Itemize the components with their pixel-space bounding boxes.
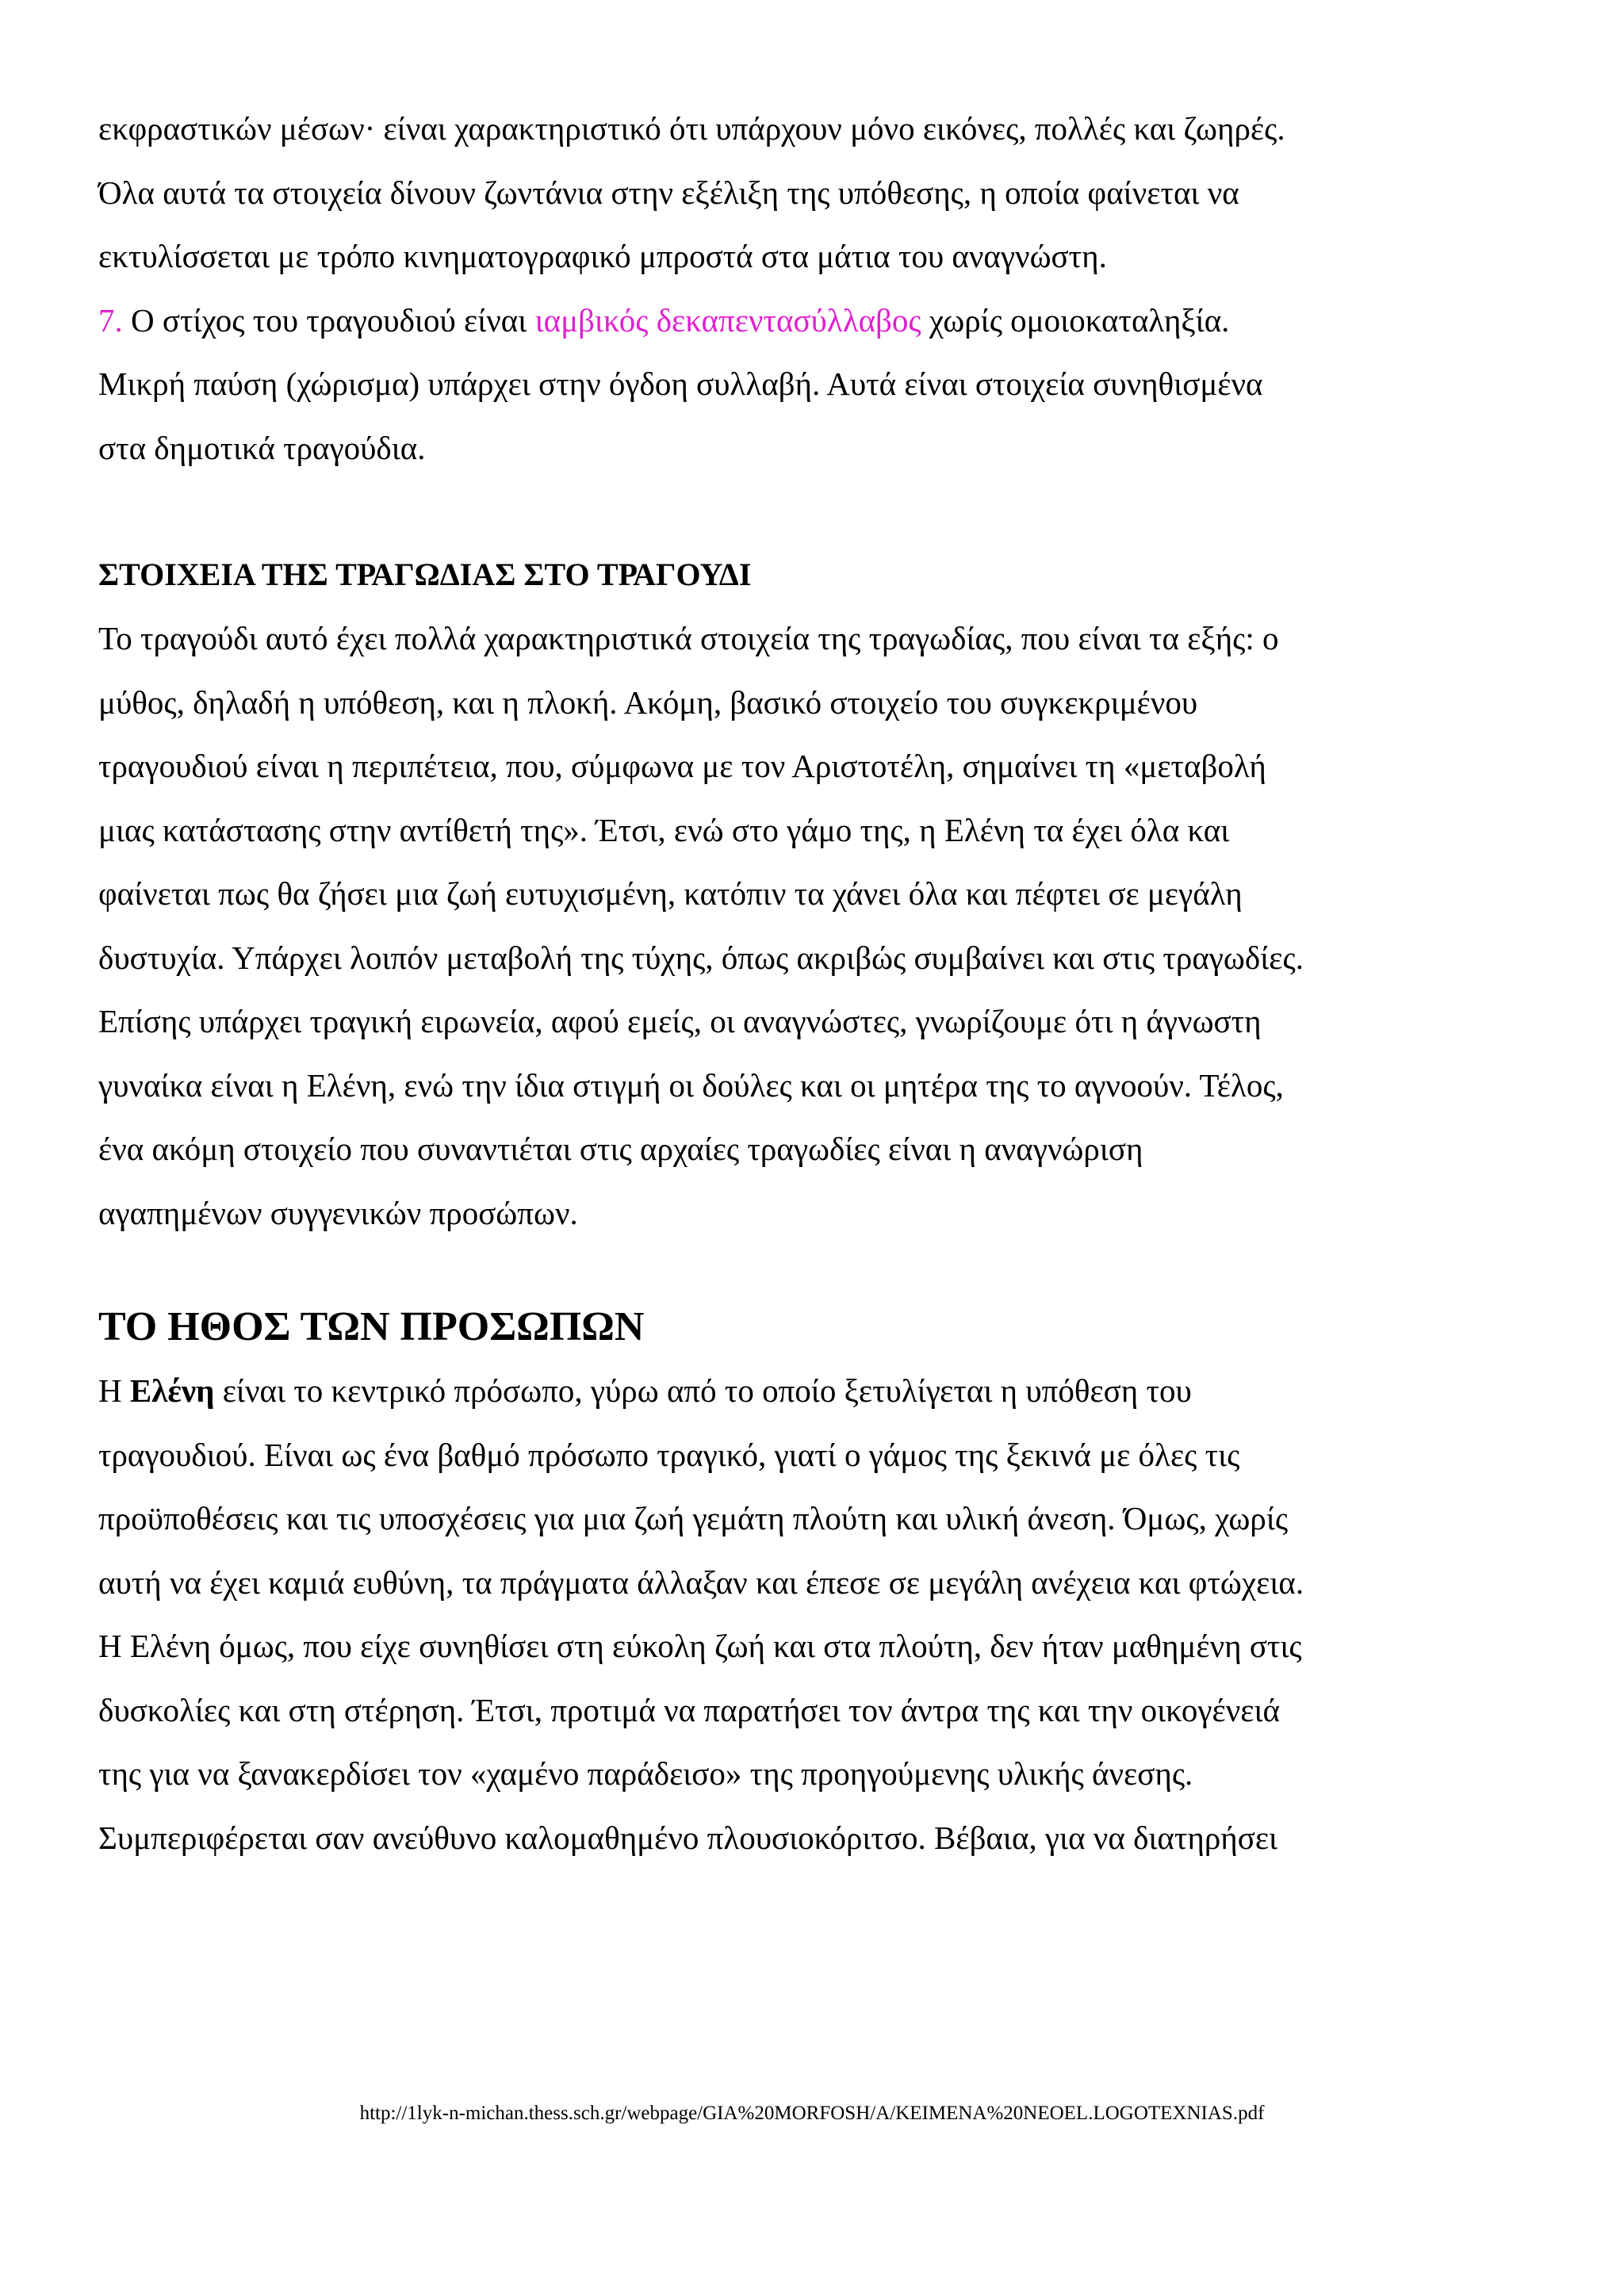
text-line: αγαπημένων συγγενικών προσώπων. [98,1194,578,1231]
text-line: Η Ελένη όμως, που είχε συνηθίσει στη εύκολη ζωή και στα πλούτη, δεν ήταν μαθημένη στις [98,1628,1302,1664]
text-line: αυτή να έχει καμιά ευθύνη, τα πράγματα άλλαξαν και έπεσε σε μεγάλη ανέχεια και φτώχεια. [98,1563,1304,1601]
text-line: ένα ακόμη στοιχείο που συναντιέται στις αρχαίες τραγωδίες είναι η αναγνώριση [98,1131,1143,1167]
section-heading: ΣΤΟΙΧΕΙΑ ΤΗΣ ΤΡΑΓΩΔΙΑΣ ΣΤΟ ΤΡΑΓΟΥΔΙ [98,557,752,592]
text-line: προϋποθέσεις και τις υποσχέσεις για μια ζωή γεμάτη πλούτη και υλική άνεση. Όμως, χωρίς [98,1500,1289,1536]
spacer [98,480,1535,543]
section-body [98,607,1535,1245]
text-line: εκφραστικών μέσων· είναι χαρακτηριστικό ότι υπάρχουν μόνο εικόνες, πολλές και ζωηρές. [98,110,1285,147]
text-line: μύθος, δηλαδή η υπόθεση, και η πλοκή. Ακόμη, βασικό στοιχείο του συγκεκριμένου [98,683,1198,721]
page-content [98,97,1535,1869]
section-heading: ΤΟ ΗΘΟΣ ΤΩΝ ΠΡΟΣΩΠΩΝ [98,1304,645,1349]
highlighted-term: ιαμβικός δεκαπεντασύλλαβος [534,301,921,339]
section-characters [98,1295,1535,1869]
spacer [98,1245,1535,1295]
text-line: στα δημοτικά τραγούδια. [98,429,426,466]
text-line: της για να ξανακερδίσει τον «χαμένο παράδεισο» της προηγούμενης υλικής άνεσης. [98,1755,1193,1792]
text-line: Το τραγούδι αυτό έχει πολλά χαρακτηριστικά στοιχεία της τραγωδίας, που είναι τα εξής: ο [98,620,1279,656]
text-line: Όλα αυτά τα στοιχεία δίνουν ζωντάνια στην εξέλιξη της υπόθεσης, η οποία φαίνεται να [98,174,1239,211]
text-line: γυναίκα είναι η Ελένη, ενώ την ίδια στιγμή οι δούλες και οι μητέρα της το αγνοούν. Τέλος, [98,1066,1284,1104]
item-number: 7. [98,301,123,339]
item-text: χωρίς ομοιοκαταληξία. [921,301,1230,339]
text-line: δυστυχία. Υπάρχει λοιπόν μεταβολή της τύχης, όπως ακριβώς συμβαίνει και στις τραγωδίες. [98,939,1304,976]
section-intro [98,97,1535,480]
text-span: είναι το κεντρικό πρόσωπο, γύρω από το οποίο ξετυλίγεται η υπόθεση του [214,1372,1192,1409]
text-line: τραγουδιού. Είναι ως ένα βαθμό πρόσωπο τραγικό, γιατί ο γάμος της ξεκινά με όλες τις [98,1436,1240,1473]
section-body [98,1423,1535,1870]
footer-source-url: http://1lyk-n-michan.thess.sch.gr/webpage/GIA%20MORFOSH/A/KEIMENA%20NEOEL.LOGOTEXNIAS.pdf [359,2103,1265,2124]
text-line: τραγουδιού είναι η περιπέτεια, που, σύμφωνα με τον Αριστοτέλη, σημαίνει τη «μεταβολή [98,748,1266,784]
text-line: εκτυλίσσεται με τρόπο κινηματογραφικό μπροστά στα μάτια του αναγνώστη. [98,238,1107,274]
text-line: Συμπεριφέρεται σαν ανεύθυνο καλομαθημένο πλουσιοκόριτσο. Βέβαια, για να διατηρήσει [98,1819,1278,1856]
numbered-item-7 [98,289,1535,353]
item-text: Ο στίχος του τραγουδιού είναι [122,301,535,339]
section-tragedy-elements [98,543,1535,1245]
text-line: Επίσης υπάρχει τραγική ειρωνεία, αφού εμείς, οι αναγνώστες, γνωρίζουμε ότι η άγνωστη [98,1003,1262,1039]
text-line: μιας κατάστασης στην αντίθετή της». Έτσι, ενώ στο γάμο της, η Ελένη τα έχει όλα και [98,811,1230,848]
text-span: Η [98,1372,130,1409]
text-line [98,1359,1535,1423]
text-line: δυσκολίες και στη στέρηση. Έτσι, προτιμά να παρατήσει τον άντρα της και την οικογένειά [98,1691,1281,1728]
character-name: Ελένη [129,1372,215,1409]
text-line: φαίνεται πως θα ζήσει μια ζωή ευτυχισμένη, κατόπιν τα χάνει όλα και πέφτει σε μεγάλη [98,875,1243,912]
text-line: Μικρή παύση (χώρισμα) υπάρχει στην όγδοη συλλαβή. Αυτά είναι στοιχεία συνηθισμένα [98,365,1263,402]
